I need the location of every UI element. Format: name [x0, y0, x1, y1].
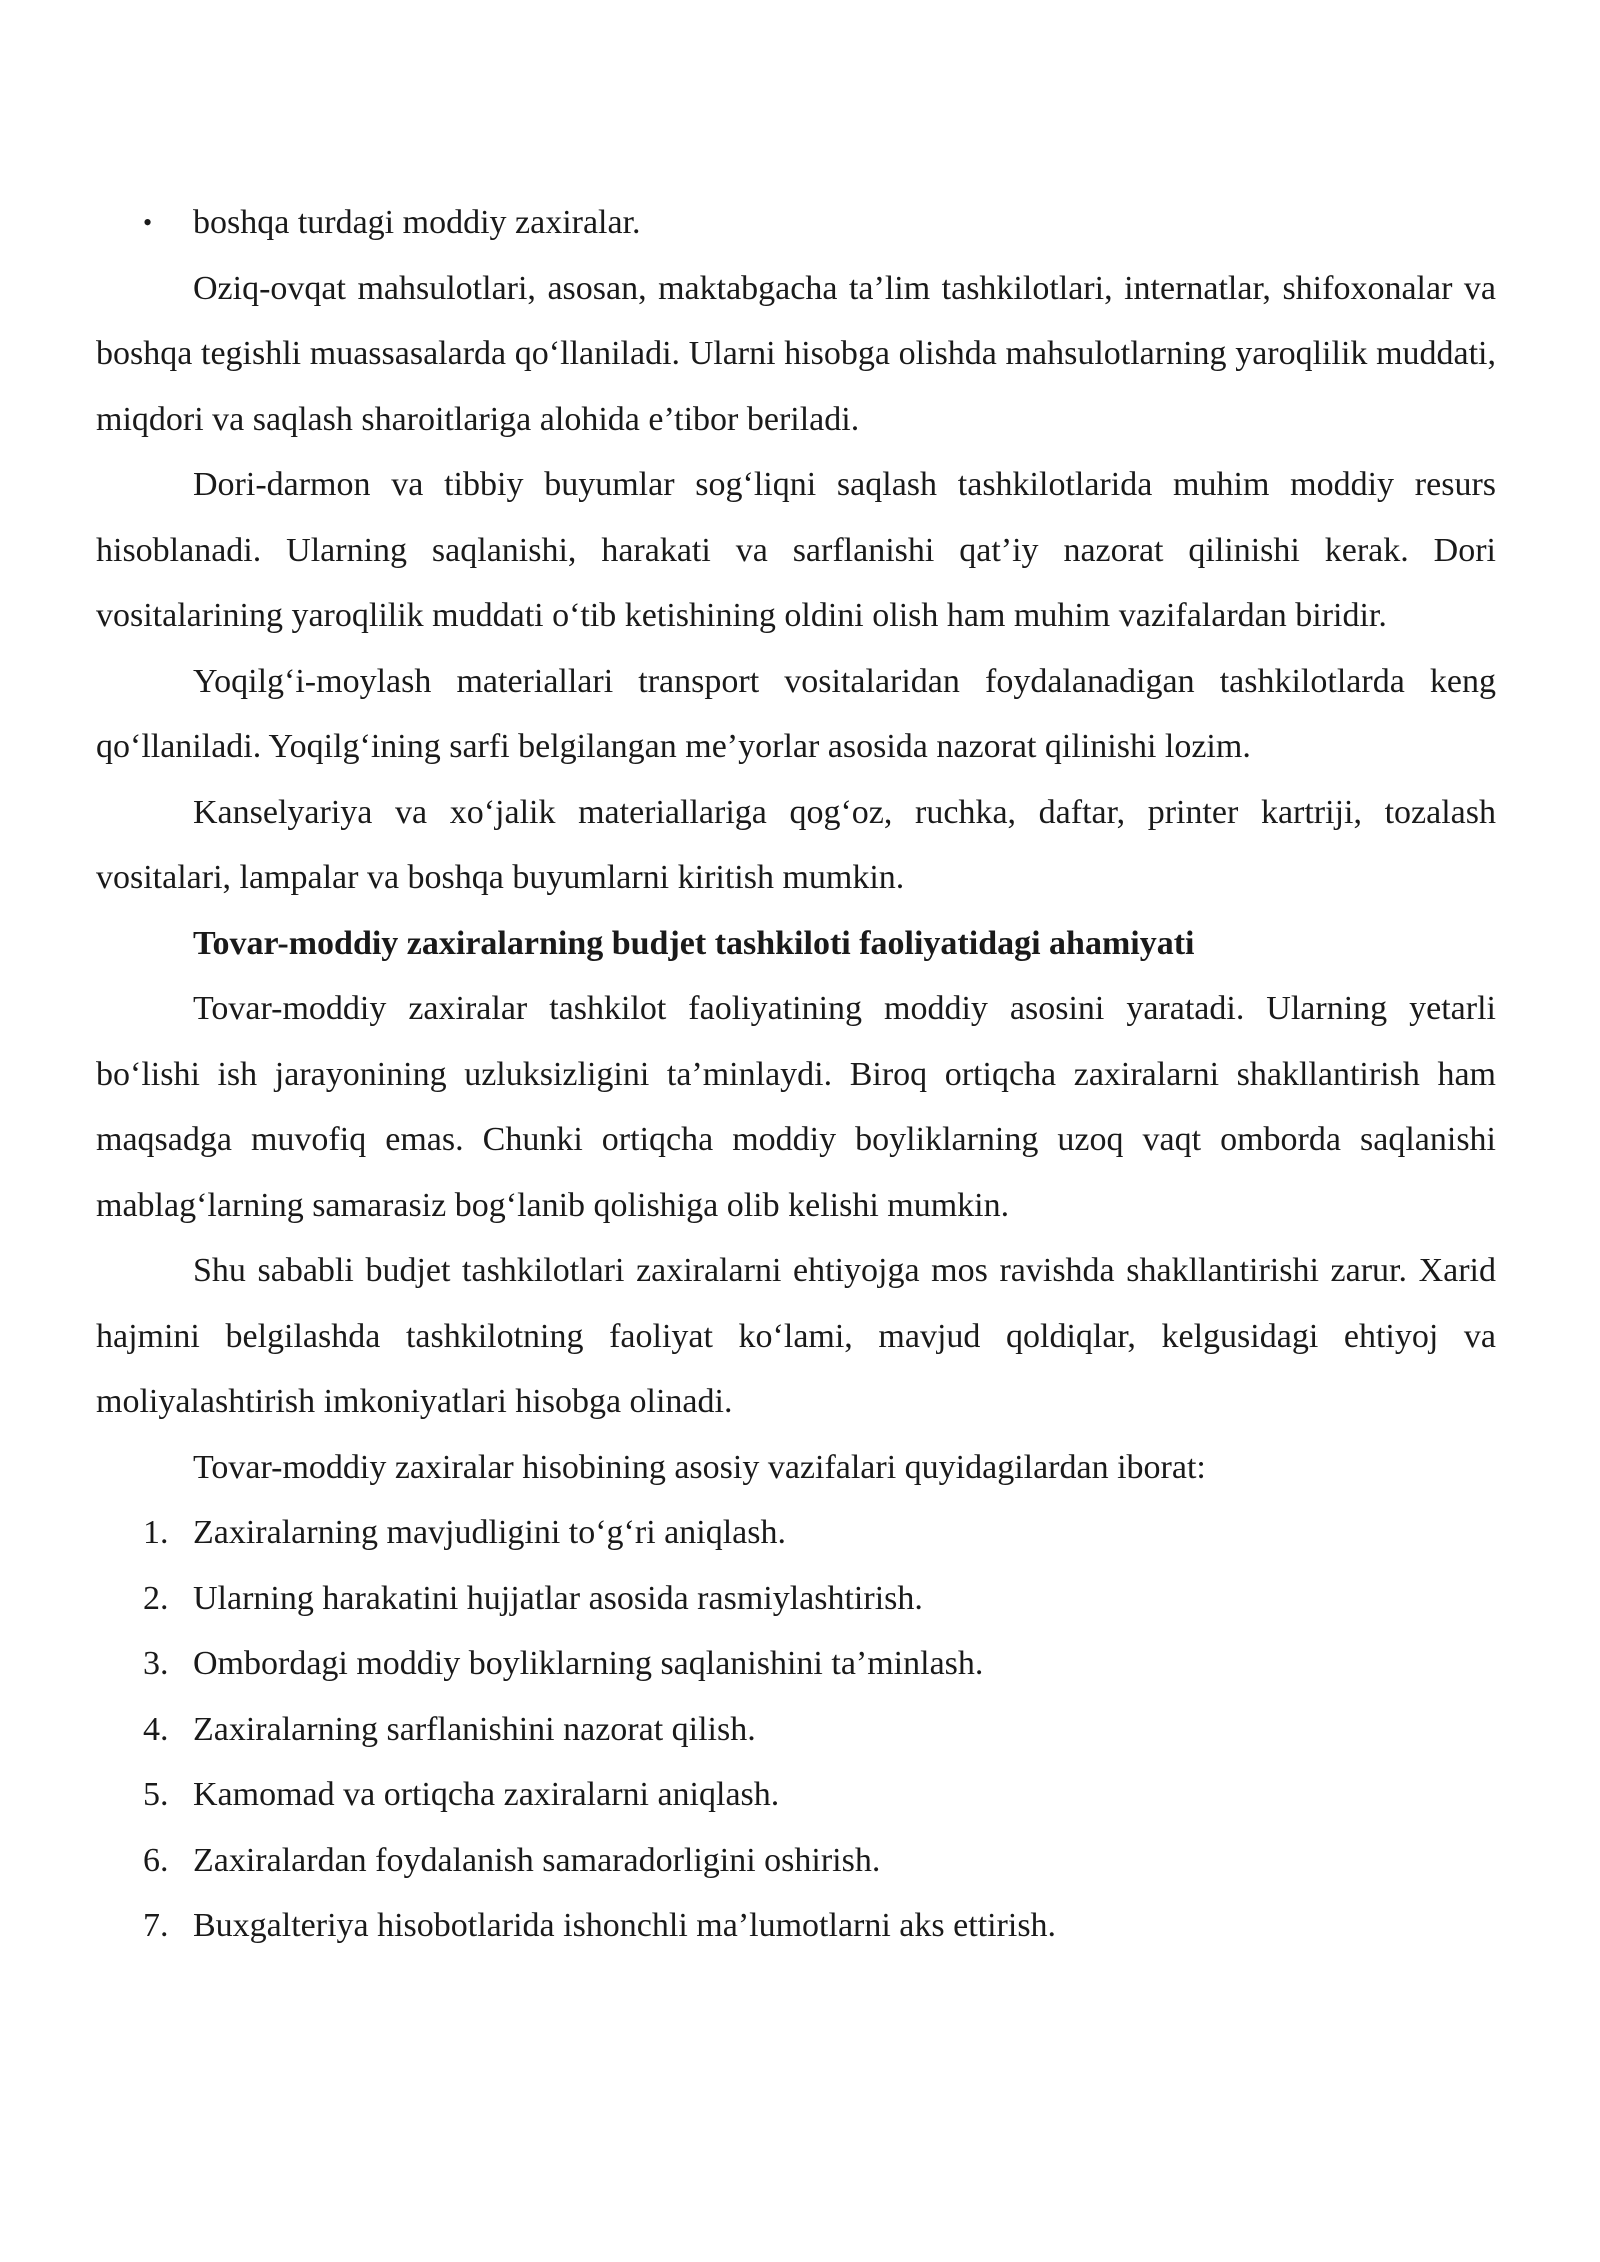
- list-item-text: Buxgalteriya hisobotlarida ishonchli ma’lumotlarni aks ettirish.: [193, 1907, 1057, 1944]
- list-item-text: Kamomad va ortiqcha zaxiralarni aniqlash.: [193, 1776, 780, 1813]
- list-item: [96, 1762, 1496, 1828]
- paragraph-food-products: Oziq-ovqat mahsulotlari, asosan, maktabgacha ta’lim tashkilotlari, internatlar, shifoxonalar va boshqa tegishli muassasalarda qo‘llaniladi. Ularni hisobga olishda mahsulotlarning yaroqlilik muddati, miqdori va saqlash sharoitlariga alohida e’tibor beriladi.: [96, 269, 1496, 438]
- list-item: [96, 1631, 1496, 1697]
- paragraph-fuel-lubricants: Yoqilg‘i-moylash materiallari transport vositalaridan foydalanadigan tashkilotlarda keng qo‘llaniladi. Yoqilg‘ining sarfi belgilangan me’yorlar asosida nazorat qilinishi lozim.: [96, 662, 1496, 765]
- list-item-text: Ombordagi moddiy boyliklarning saqlanishini ta’minlash.: [193, 1645, 984, 1682]
- tasks-list: [96, 1500, 1496, 1959]
- list-item-text: Zaxiralardan foydalanish samaradorligini oshirish.: [193, 1841, 881, 1879]
- list-item: [96, 1893, 1496, 1959]
- list-item-number: 4.: [143, 1710, 169, 1748]
- paragraph-importance: Tovar-moddiy zaxiralar tashkilot faoliyatining moddiy asosini yaratadi. Ularning yetarli bo‘lishi ish jarayonining uzluksizligini ta’minlaydi. Biroq ortiqcha zaxiralarni shakllantirish ham maqsadga muvofiq emas. Chunki ortiqcha moddiy boyliklarning uzoq vaqt omborda saqlanishi mablag‘larning samarasiz bog‘lanib qolishiga olib kelishi mumkin.: [96, 990, 1496, 1224]
- list-item-number: 1.: [143, 1514, 169, 1551]
- bullet-item: [96, 190, 1496, 256]
- section-heading: Tovar-moddiy zaxiralarning budjet tashkiloti faoliyatidagi ahamiyati: [193, 924, 1195, 962]
- paragraph-medicines: Dori-darmon va tibbiy buyumlar sog‘liqni saqlash tashkilotlarida muhim moddiy resurs hisoblanadi. Ularning saqlanishi, harakati va sarflanishi qat’iy nazorat qilinishi kerak. Dori vositalarining yaroqlilik muddati o‘tib ketishining oldini olish ham muhim vazifalardan biridir.: [96, 466, 1496, 634]
- list-item: [96, 1500, 1496, 1566]
- list-item-number: 2.: [143, 1579, 169, 1617]
- list-item: [96, 1566, 1496, 1632]
- list-item: [96, 1828, 1496, 1894]
- list-item-number: 6.: [143, 1841, 169, 1879]
- list-item-number: 7.: [143, 1907, 169, 1944]
- list-item-number: 3.: [143, 1645, 169, 1682]
- list-item-number: 5.: [143, 1776, 169, 1813]
- document-page: [96, 190, 1496, 1959]
- paragraph-reasoning: Shu sababli budjet tashkilotlari zaxiralarni ehtiyojga mos ravishda shakllantirishi zarur. Xarid hajmini belgilashda tashkilotning faoliyat ko‘lami, mavjud qoldiqlar, kelgusidagi ehtiyoj va moliyalashtirish imkoniyatlari hisobga olinadi.: [96, 1252, 1496, 1420]
- paragraph-office-supplies: Kanselyariya va xo‘jalik materiallariga qog‘oz, ruchka, daftar, printer kartriji, tozalash vositalari, lampalar va boshqa buyumlarni kiritish mumkin.: [96, 793, 1496, 896]
- paragraph-list-intro: Tovar-moddiy zaxiralar hisobining asosiy vazifalari quyidagilardan iborat:: [193, 1448, 1206, 1486]
- list-item: [96, 1697, 1496, 1763]
- list-item-text: Ularning harakatini hujjatlar asosida rasmiylashtirish.: [193, 1579, 923, 1617]
- bullet-icon: •: [143, 208, 153, 237]
- list-item-text: Zaxiralarning mavjudligini to‘g‘ri aniqlash.: [193, 1514, 786, 1551]
- bullet-item-text: boshqa turdagi moddiy zaxiralar.: [193, 204, 641, 241]
- list-item-text: Zaxiralarning sarflanishini nazorat qilish.: [193, 1710, 756, 1748]
